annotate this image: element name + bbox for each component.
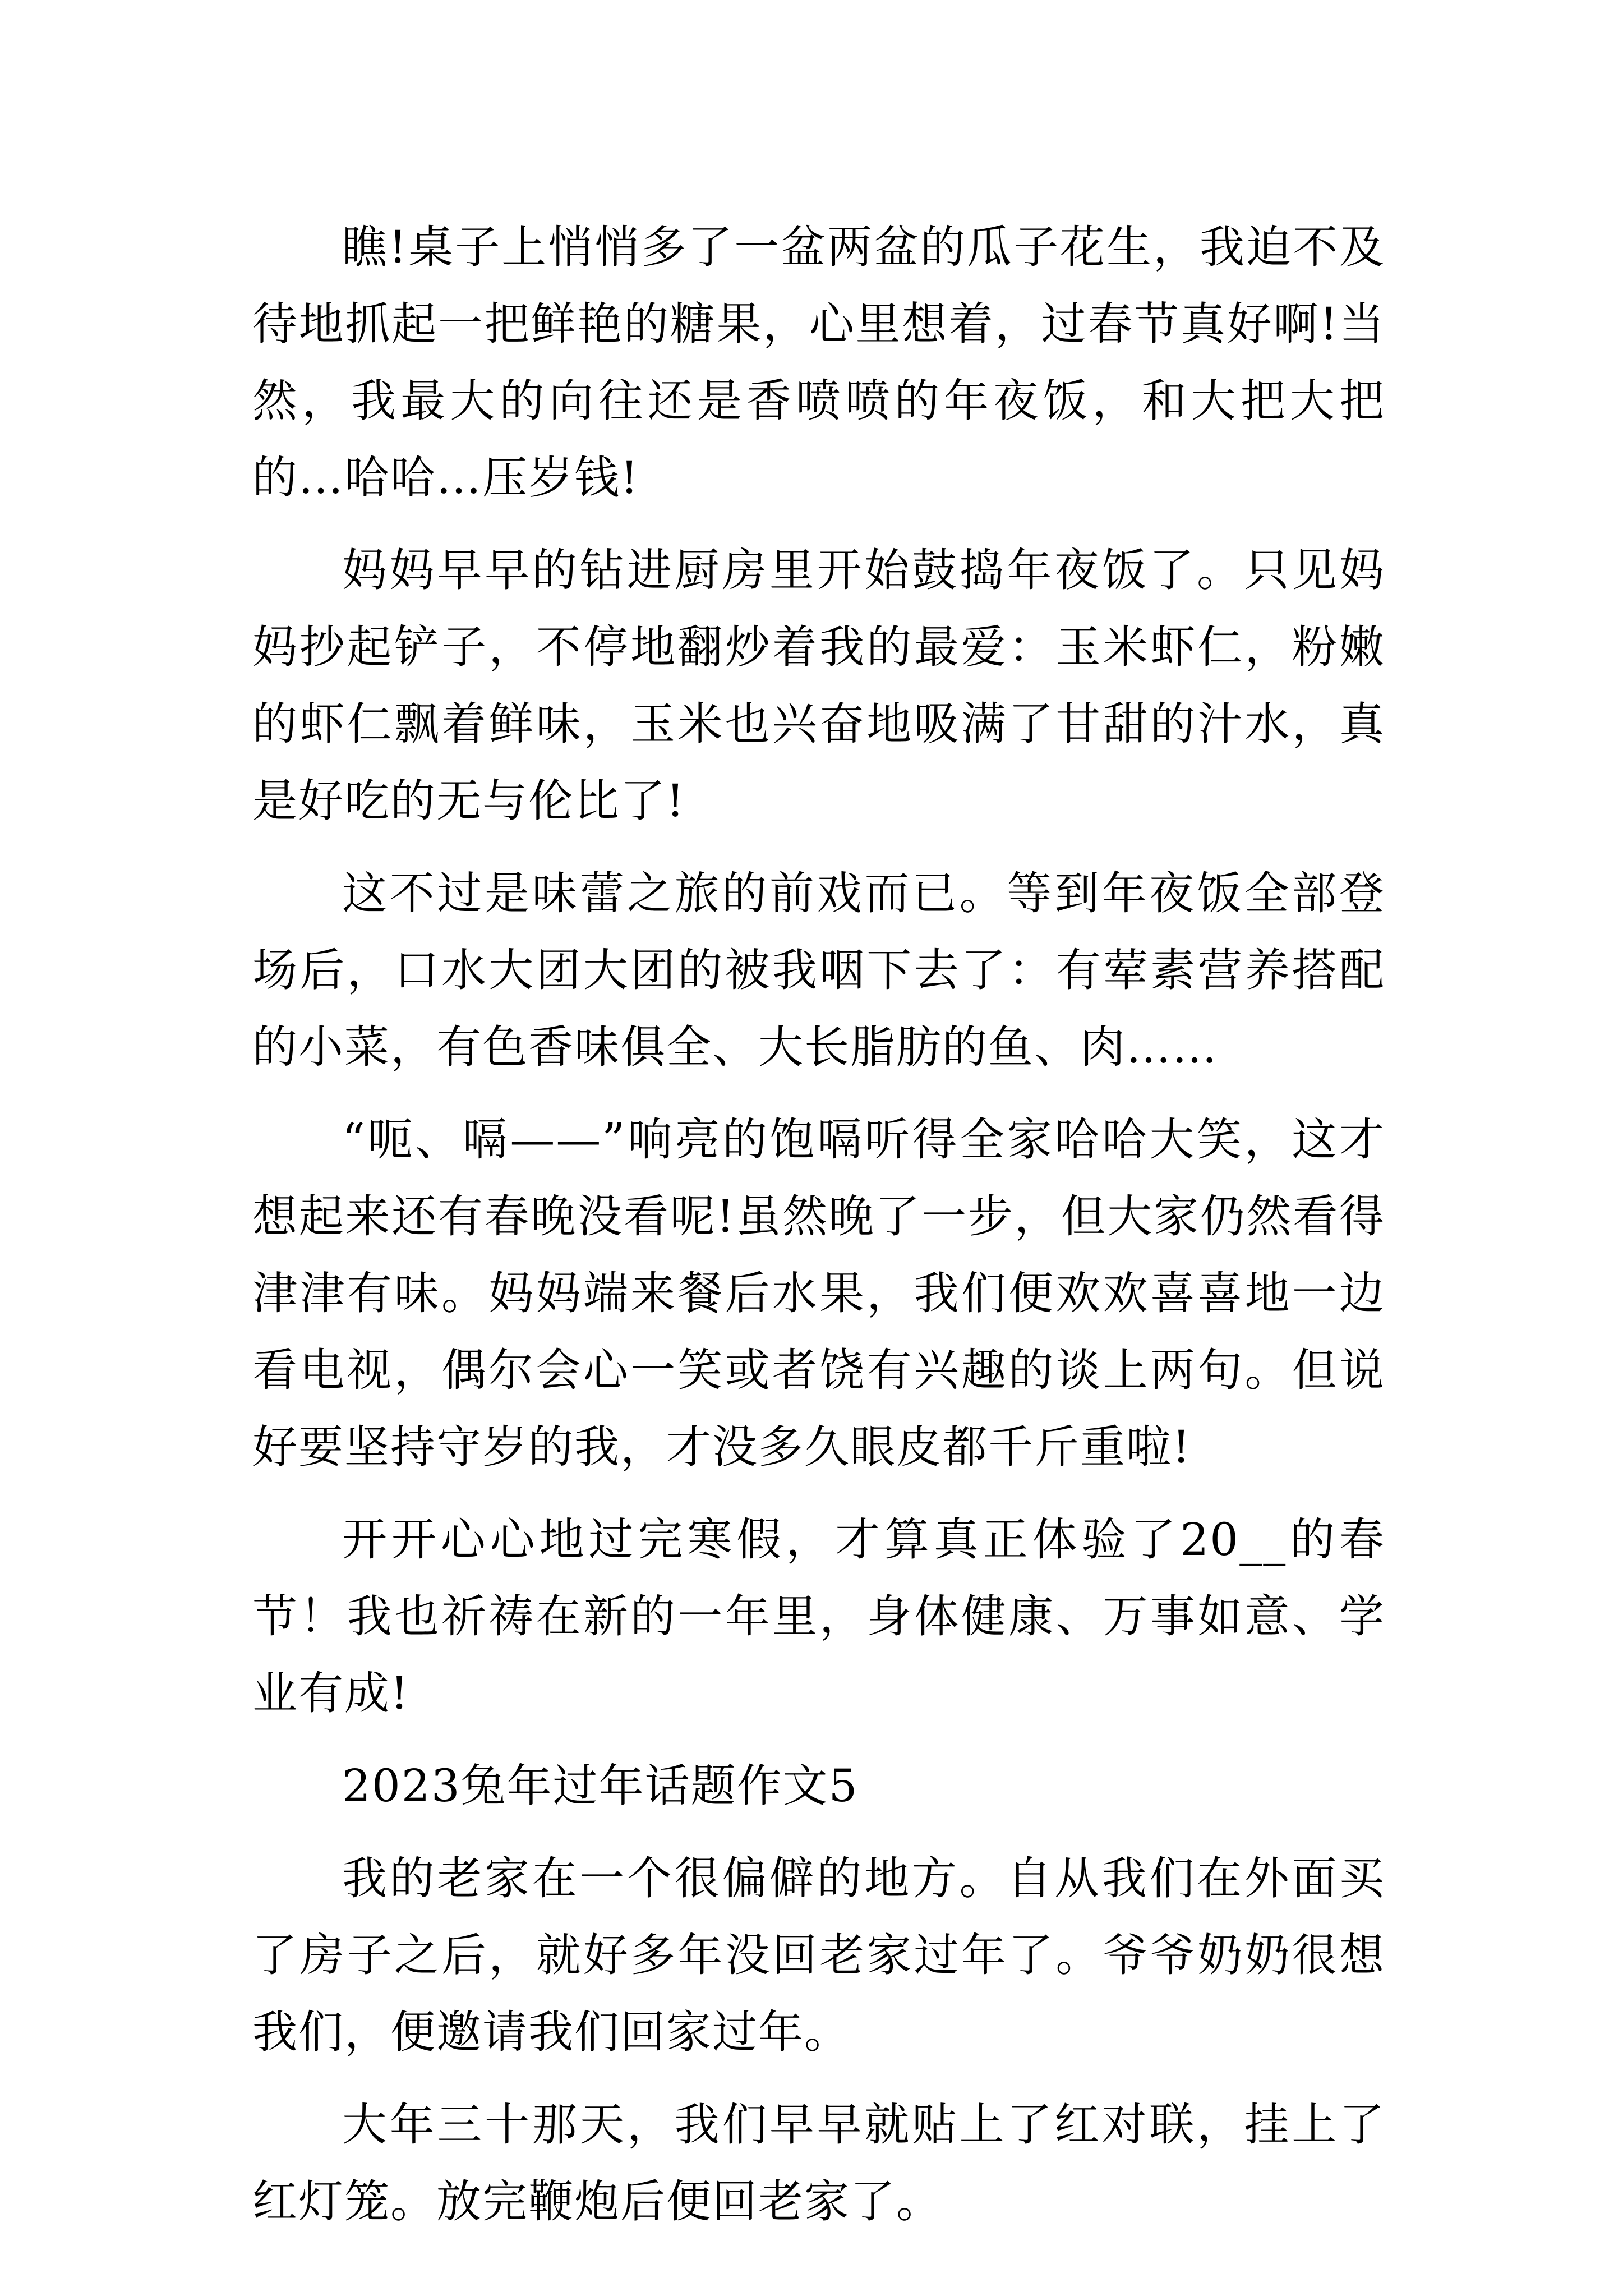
paragraph-2: 妈妈早早的钻进厨房里开始鼓捣年夜饭了。只见妈妈抄起铲子，不停地翻炒着我的最爱：玉米虾仁，粉嫩的虾仁飘着鲜味，玉米也兴奋地吸满了甘甜的汁水，真是好吃的无与伦比了!	[252, 544, 1385, 827]
document-body	[252, 209, 1385, 2256]
paragraph-4: “呃、嗝——”响亮的饱嗝听得全家哈哈大笑，这才想起来还有春晚没看呢!虽然晚了一步，但大家仍然看得津津有味。妈妈端来餐后水果，我们便欢欢喜喜地一边看电视，偶尔会心一笑或者饶有兴趣的谈上两句。但说好要坚持守岁的我，才没多久眼皮都千斤重啦!	[252, 1114, 1385, 1473]
paragraph-5: 开开心心地过完寒假，才算真正体验了20__的春节！我也祈祷在新的一年里，身体健康、万事如意、学业有成!	[252, 1513, 1385, 1719]
paragraph-7: 大年三十那天，我们早早就贴上了红对联，挂上了红灯笼。放完鞭炮后便回老家了。	[252, 2099, 1385, 2228]
section-heading: 2023兔年过年话题作文5	[342, 1760, 859, 1812]
paragraph-3: 这不过是味蕾之旅的前戏而已。等到年夜饭全部登场后，口水大团大团的被我咽下去了：有荤素营养搭配的小菜，有色香味俱全、大长脂肪的鱼、肉……	[252, 867, 1385, 1073]
paragraph-1: 瞧!桌子上悄悄多了一盆两盆的瓜子花生，我迫不及待地抓起一把鲜艳的糖果，心里想着，过春节真好啊!当然，我最大的向往还是香喷喷的年夜饭，和大把大把的…哈哈…压岁钱!	[252, 221, 1385, 504]
paragraph-6: 我的老家在一个很偏僻的地方。自从我们在外面买了房子之后，就好多年没回老家过年了。爷爷奶奶很想我们，便邀请我们回家过年。	[252, 1852, 1385, 2058]
